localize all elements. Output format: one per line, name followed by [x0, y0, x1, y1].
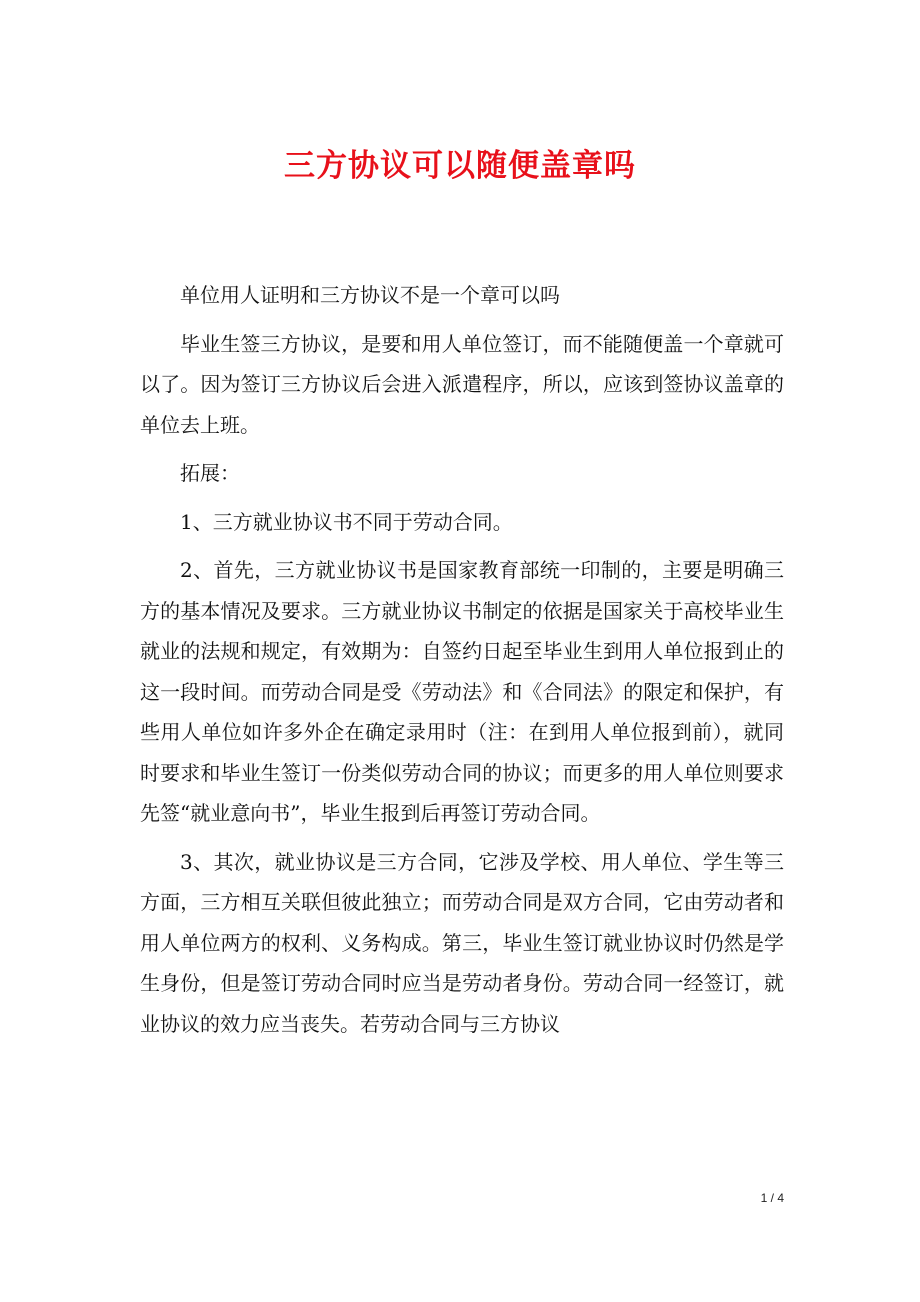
document-body — [140, 275, 784, 1052]
paragraph-3: 拓展： — [180, 461, 240, 485]
paragraph-4: 1、三方就业协议书不同于劳动合同。 — [180, 509, 513, 534]
paragraph-1: 单位用人证明和三方协议不是一个章可以吗 — [180, 283, 560, 307]
document-title: 三方协议可以随便盖章吗 — [284, 148, 636, 184]
paragraph-5: 2、首先，三方就业协议书是国家教育部统一印制的，主要是明确三方的基本情况及要求。三方就业协议书制定的依据是国家关于高校毕业生就业的法规和规定，有效期为：自签约日起至毕业生到用人单位报到止的这一段时间。而劳动合同是受《劳动法》和《合同法》的限定和保护，有些用人单位如许多外企在确定录用时（注：在到用人单位报到前），就同时要求和毕业生签订一份类似劳动合同的协议；而更多的用人单位则要求先签“就业意向书”，毕业生报到后再签订劳动合同。 — [140, 558, 784, 825]
page-number: 1 / 4 — [760, 1191, 784, 1205]
paragraph-6: 3、其次，就业协议是三方合同，它涉及学校、用人单位、学生等三方面，三方相互关联但彼此独立；而劳动合同是双方合同，它由劳动者和用人单位两方的权利、义务构成。第三，毕业生签订就业协议时仍然是学生身份，但是签订劳动合同时应当是劳动者身份。劳动合同一经签订，就业协议的效力应当丧失。若劳动合同与三方协议 — [140, 849, 784, 1036]
paragraph-2: 毕业生签三方协议，是要和用人单位签订，而不能随便盖一个章就可以了。因为签订三方协议后会进入派遣程序，所以，应该到签协议盖章的单位去上班。 — [140, 331, 784, 437]
